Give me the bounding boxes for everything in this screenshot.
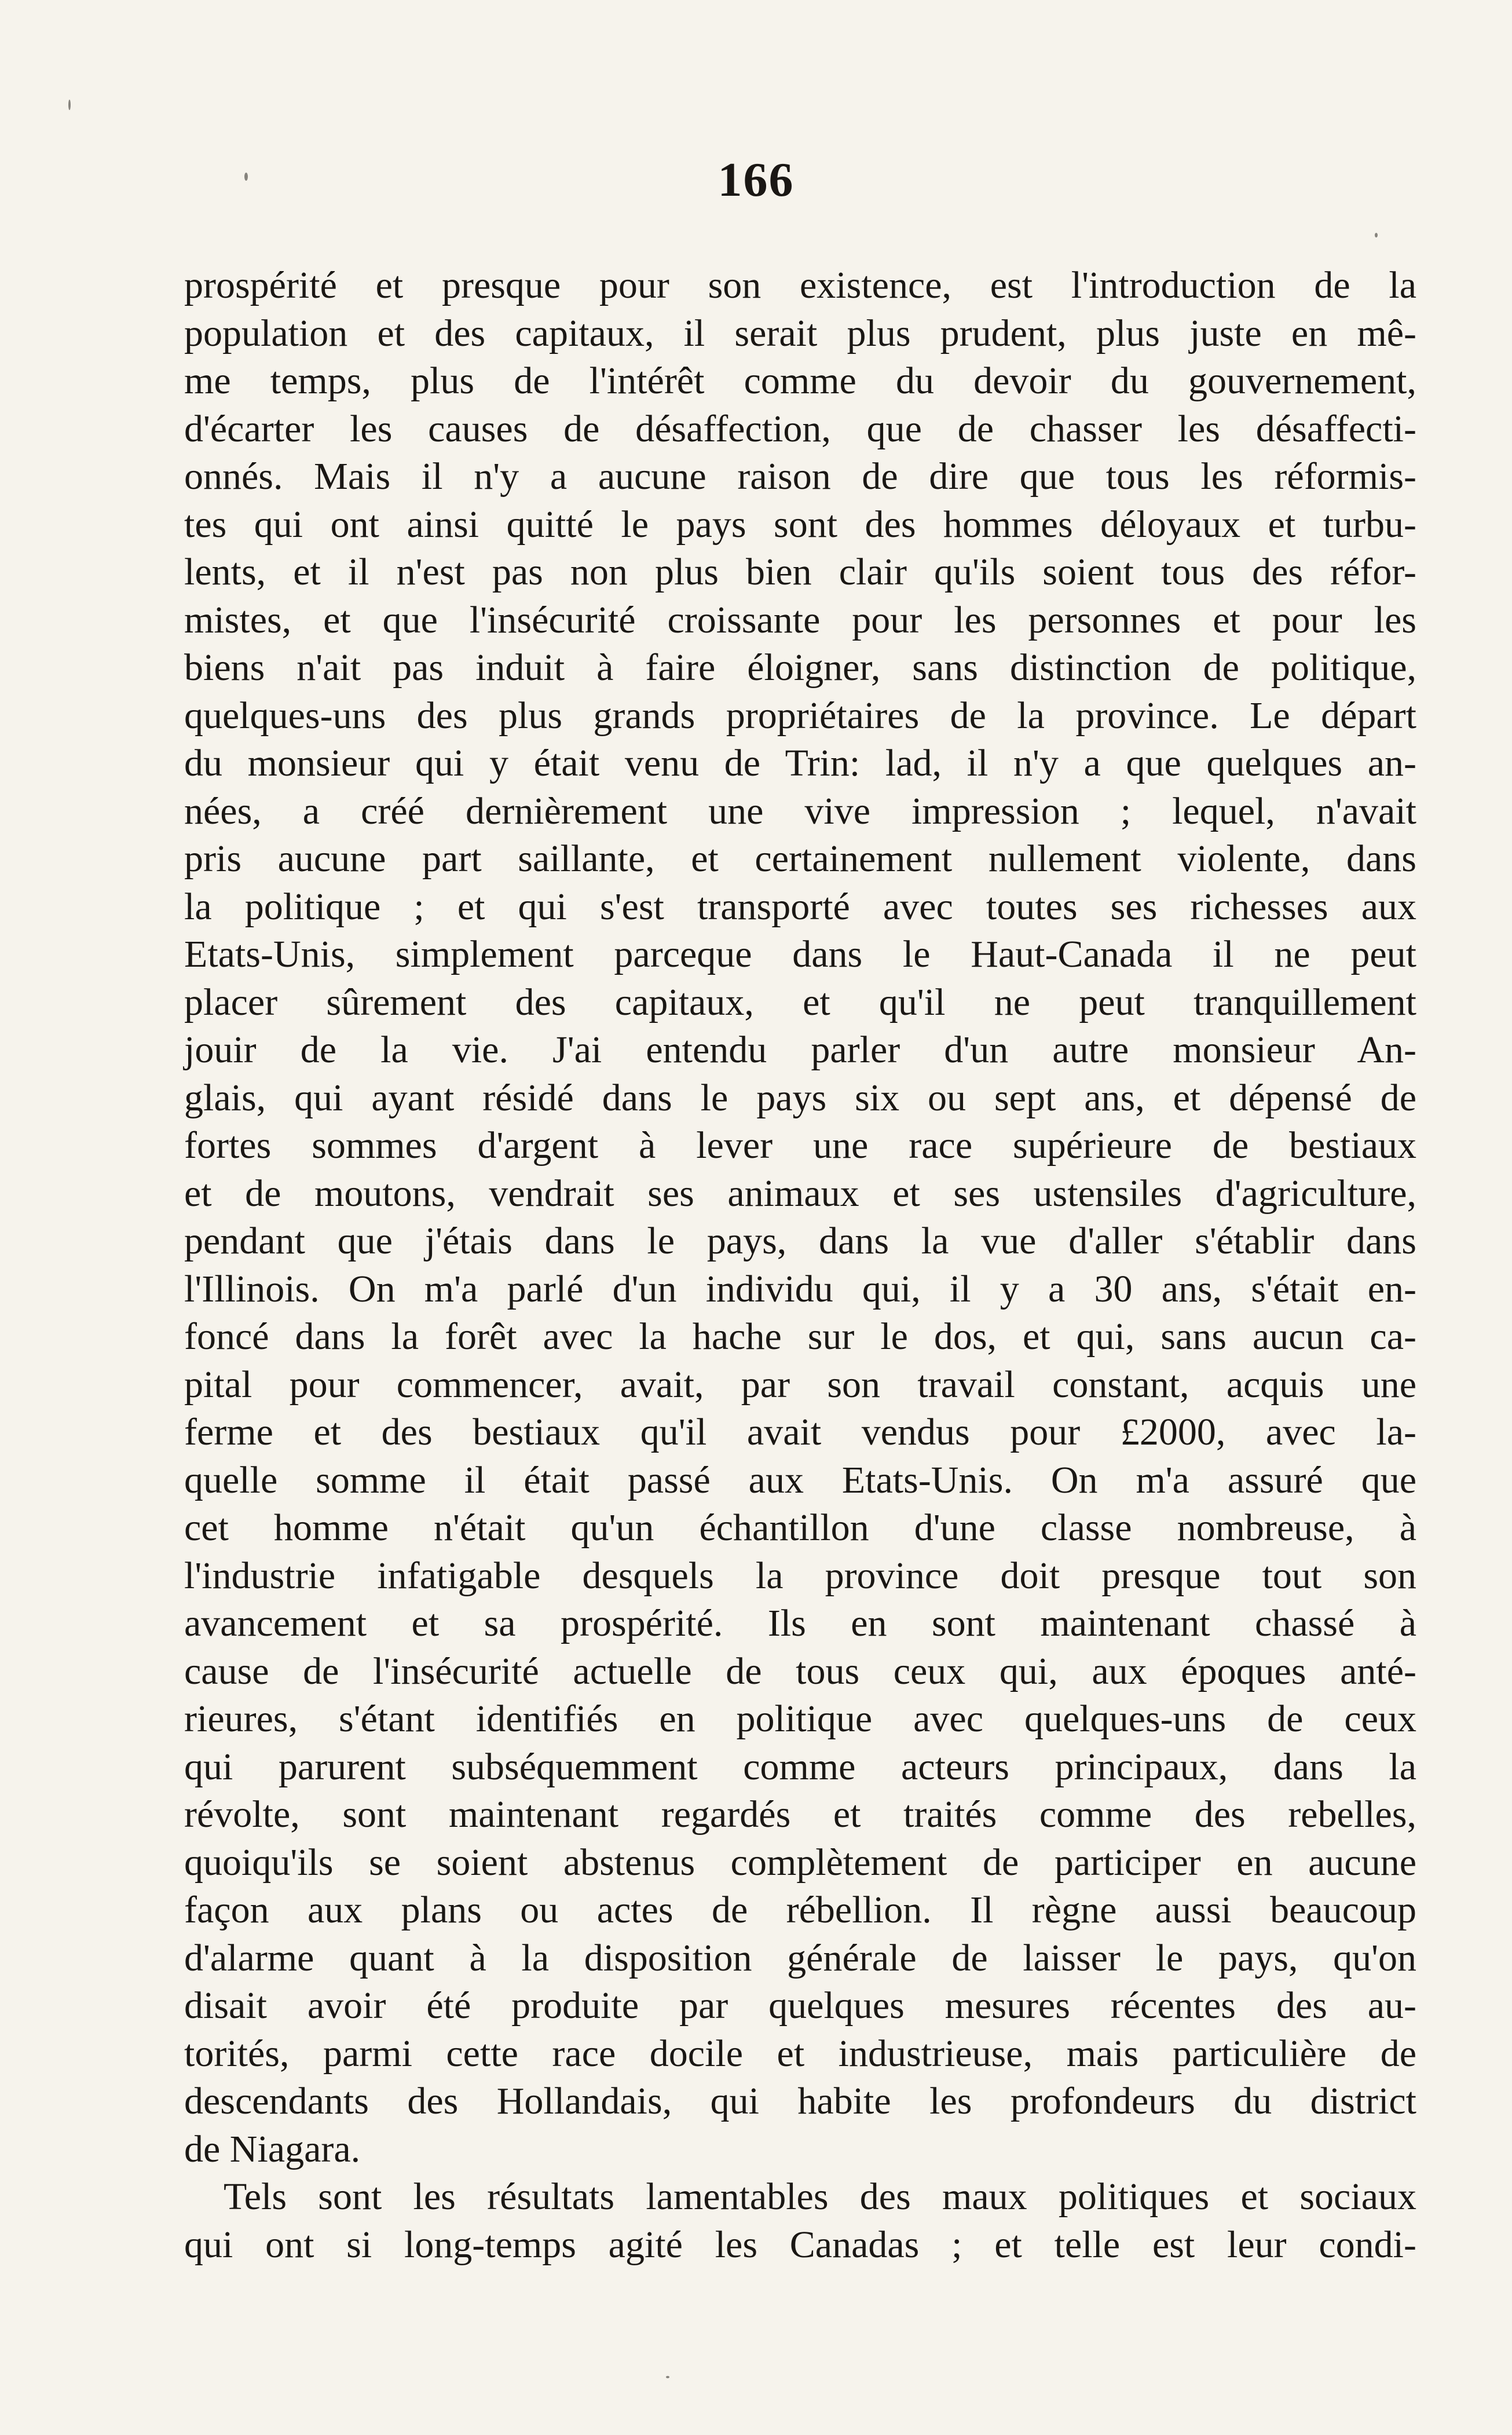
text-line: pital pour commencer, avait, par son travail constant, acquis une <box>184 1363 1416 1406</box>
text-line: ferme et des bestiaux qu'il avait vendus pour £2000, avec la- <box>184 1411 1416 1453</box>
text-line: avancement et sa prospérité. Ils en sont maintenant chassé à <box>184 1602 1416 1644</box>
text-line: quelle somme il était passé aux Etats-Unis. On m'a assuré que <box>184 1458 1416 1501</box>
text-line: d'alarme quant à la disposition générale de laisser le pays, qu'on <box>184 1936 1416 1979</box>
text-line: prospérité et presque pour son existence, est l'introduction de la <box>184 264 1416 306</box>
page-number: 166 <box>717 153 795 207</box>
text-line: l'industrie infatigable desquels la province doit presque tout son <box>184 1554 1416 1597</box>
text-line: façon aux plans ou actes de rébellion. Il règne aussi beaucoup <box>184 1889 1416 1931</box>
text-line: quoiqu'ils se soient abstenus complètement de participer en aucune <box>184 1841 1416 1884</box>
text-line: et de moutons, vendrait ses animaux et ses ustensiles d'agriculture, <box>184 1172 1416 1215</box>
text-line: descendants des Hollandais, qui habite les profondeurs du district <box>184 2080 1416 2122</box>
text-line: nées, a créé dernièrement une vive impression ; lequel, n'avait <box>184 789 1416 832</box>
text-line: placer sûrement des capitaux, et qu'il ne peut tranquillement <box>184 981 1416 1023</box>
text-line: révolte, sont maintenant regardés et traités comme des rebelles, <box>184 1793 1416 1836</box>
text-line: qui ont si long-temps agité les Canadas ; et telle est leur condi- <box>184 2223 1416 2266</box>
text-line: de Niagara. <box>184 2127 361 2170</box>
text-line: Etats-Unis, simplement parceque dans le Haut-Canada il ne peut <box>184 933 1416 975</box>
ink-speck <box>666 2376 669 2378</box>
body-text <box>184 262 1416 2269</box>
text-line: onnés. Mais il n'y a aucune raison de dire que tous les réformis- <box>184 455 1416 498</box>
ink-speck <box>1375 233 1378 237</box>
text-line: torités, parmi cette race docile et industrieuse, mais particulière de <box>184 2032 1416 2075</box>
text-line: du monsieur qui y était venu de Trin: lad, il n'y a que quelques an- <box>184 742 1416 784</box>
text-line: quelques-uns des plus grands propriétaires de la province. Le départ <box>184 694 1416 737</box>
text-line: biens n'ait pas induit à faire éloigner, sans distinction de politique, <box>184 646 1416 689</box>
text-line: cause de l'insécurité actuelle de tous ceux qui, aux époques anté- <box>184 1650 1416 1692</box>
text-line: rieures, s'étant identifiés en politique avec quelques-uns de ceux <box>184 1698 1416 1740</box>
text-line: tes qui ont ainsi quitté le pays sont des hommes déloyaux et turbu- <box>184 503 1416 546</box>
text-line: jouir de la vie. J'ai entendu parler d'un autre monsieur An- <box>184 1029 1416 1071</box>
text-line: la politique ; et qui s'est transporté avec toutes ses richesses aux <box>184 885 1416 928</box>
text-line: Tels sont les résultats lamentables des maux politiques et sociaux <box>224 2176 1416 2218</box>
text-line: pris aucune part saillante, et certainement nullement violente, dans <box>184 838 1416 880</box>
text-line: disait avoir été produite par quelques mesures récentes des au- <box>184 1984 1416 2027</box>
text-line: me temps, plus de l'intérêt comme du devoir du gouvernement, <box>184 360 1416 402</box>
text-line: cet homme n'était qu'un échantillon d'une classe nombreuse, à <box>184 1507 1416 1549</box>
text-line: qui parurent subséquemment comme acteurs principaux, dans la <box>184 1745 1416 1788</box>
text-line: lents, et il n'est pas non plus bien clair qu'ils soient tous des réfor- <box>184 551 1416 593</box>
text-line: glais, qui ayant résidé dans le pays six ou sept ans, et dépensé de <box>184 1076 1416 1119</box>
text-line: population et des capitaux, il serait plus prudent, plus juste en mê- <box>184 312 1416 354</box>
text-line: l'Illinois. On m'a parlé d'un individu qui, il y a 30 ans, s'était en- <box>184 1267 1416 1310</box>
text-line: fortes sommes d'argent à lever une race supérieure de bestiaux <box>184 1124 1416 1167</box>
text-line: mistes, et que l'insécurité croissante pour les personnes et pour les <box>184 598 1416 641</box>
text-line: foncé dans la forêt avec la hache sur le dos, et qui, sans aucun ca- <box>184 1315 1416 1358</box>
text-line: pendant que j'étais dans le pays, dans la vue d'aller s'établir dans <box>184 1220 1416 1262</box>
text-line: d'écarter les causes de désaffection, que de chasser les désaffecti- <box>184 407 1416 450</box>
ink-speck <box>68 100 71 110</box>
